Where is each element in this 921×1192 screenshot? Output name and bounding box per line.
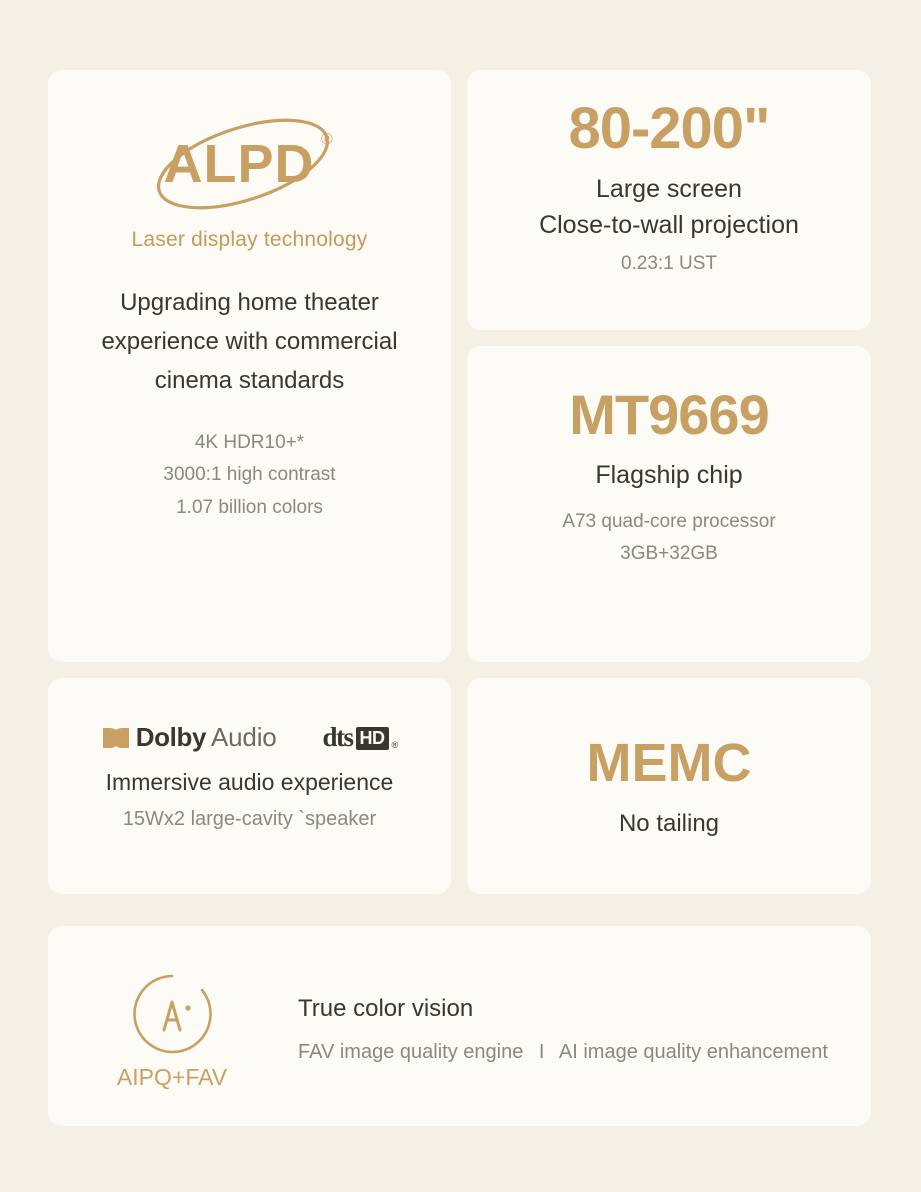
memc-card — [467, 678, 871, 894]
chip-spec-item: A73 quad-core processor — [562, 511, 776, 532]
alpd-card — [48, 70, 451, 662]
dts-logo — [323, 722, 399, 753]
top-section — [48, 70, 871, 894]
dts-registered-mark: ® — [391, 740, 399, 750]
screen-size-card — [467, 70, 871, 330]
right-column — [467, 70, 871, 894]
dts-hd-badge: HD — [356, 727, 389, 750]
chip-model: MT9669 — [569, 383, 769, 446]
screen-subtitle-line1: Large screen — [596, 174, 742, 203]
screen-throw-ratio: 0.23:1 UST — [620, 253, 718, 275]
dts-wordmark: dts — [322, 722, 353, 752]
alpd-logo — [78, 104, 421, 234]
aipq-subtitle — [298, 1041, 841, 1064]
chip-subtitle: Flagship chip — [595, 461, 743, 489]
alpd-headline: Upgrading home theater experience with commercial cinema standards — [101, 289, 398, 394]
dolby-double-d-icon — [101, 726, 131, 750]
aipq-title: True color vision — [298, 994, 474, 1022]
aipq-sub-left: FAV image quality engine — [298, 1040, 524, 1063]
audio-note: 15Wx2 large-cavity `speaker — [122, 808, 377, 830]
dolby-wordmark: Dolby — [135, 722, 207, 752]
aipq-card — [48, 926, 871, 1126]
svg-text:ALPD: ALPD — [163, 134, 314, 194]
alpd-tagline: Laser display technology — [131, 228, 368, 251]
svg-text:®: ® — [320, 131, 333, 148]
audio-subtitle: Immersive audio experience — [105, 769, 394, 795]
feature-card-grid — [48, 70, 871, 1126]
screen-subtitle-line2: Close-to-wall projection — [539, 210, 799, 239]
aipq-separator: I — [538, 1040, 545, 1063]
memc-title: MEMC — [586, 733, 752, 793]
aipq-sub-right: AI image quality enhancement — [558, 1040, 828, 1063]
aipq-text-block — [298, 995, 841, 1064]
alpd-spec-item: 4K HDR10+* — [194, 431, 305, 453]
aipq-badge-label: AIPQ+FAV — [116, 1063, 228, 1090]
audio-card — [48, 678, 451, 894]
aipq-badge — [82, 968, 262, 1091]
chip-card — [467, 346, 871, 662]
alpd-spec-item: 1.07 billion colors — [176, 496, 323, 518]
screen-subtitle — [487, 171, 851, 244]
alpd-specs — [78, 427, 421, 525]
memc-subtitle: No tailing — [618, 810, 720, 837]
alpd-spec-item: 3000:1 high contrast — [163, 464, 336, 486]
chip-specs — [487, 506, 851, 571]
screen-size-value: 80-200" — [568, 96, 770, 161]
left-column — [48, 70, 451, 894]
chip-spec-item: 3GB+32GB — [620, 543, 718, 565]
dolby-logo — [101, 722, 277, 753]
dolby-audio-label: Audio — [211, 722, 277, 752]
aipq-circle-a-icon — [126, 968, 218, 1060]
audio-logo-row — [66, 722, 433, 753]
